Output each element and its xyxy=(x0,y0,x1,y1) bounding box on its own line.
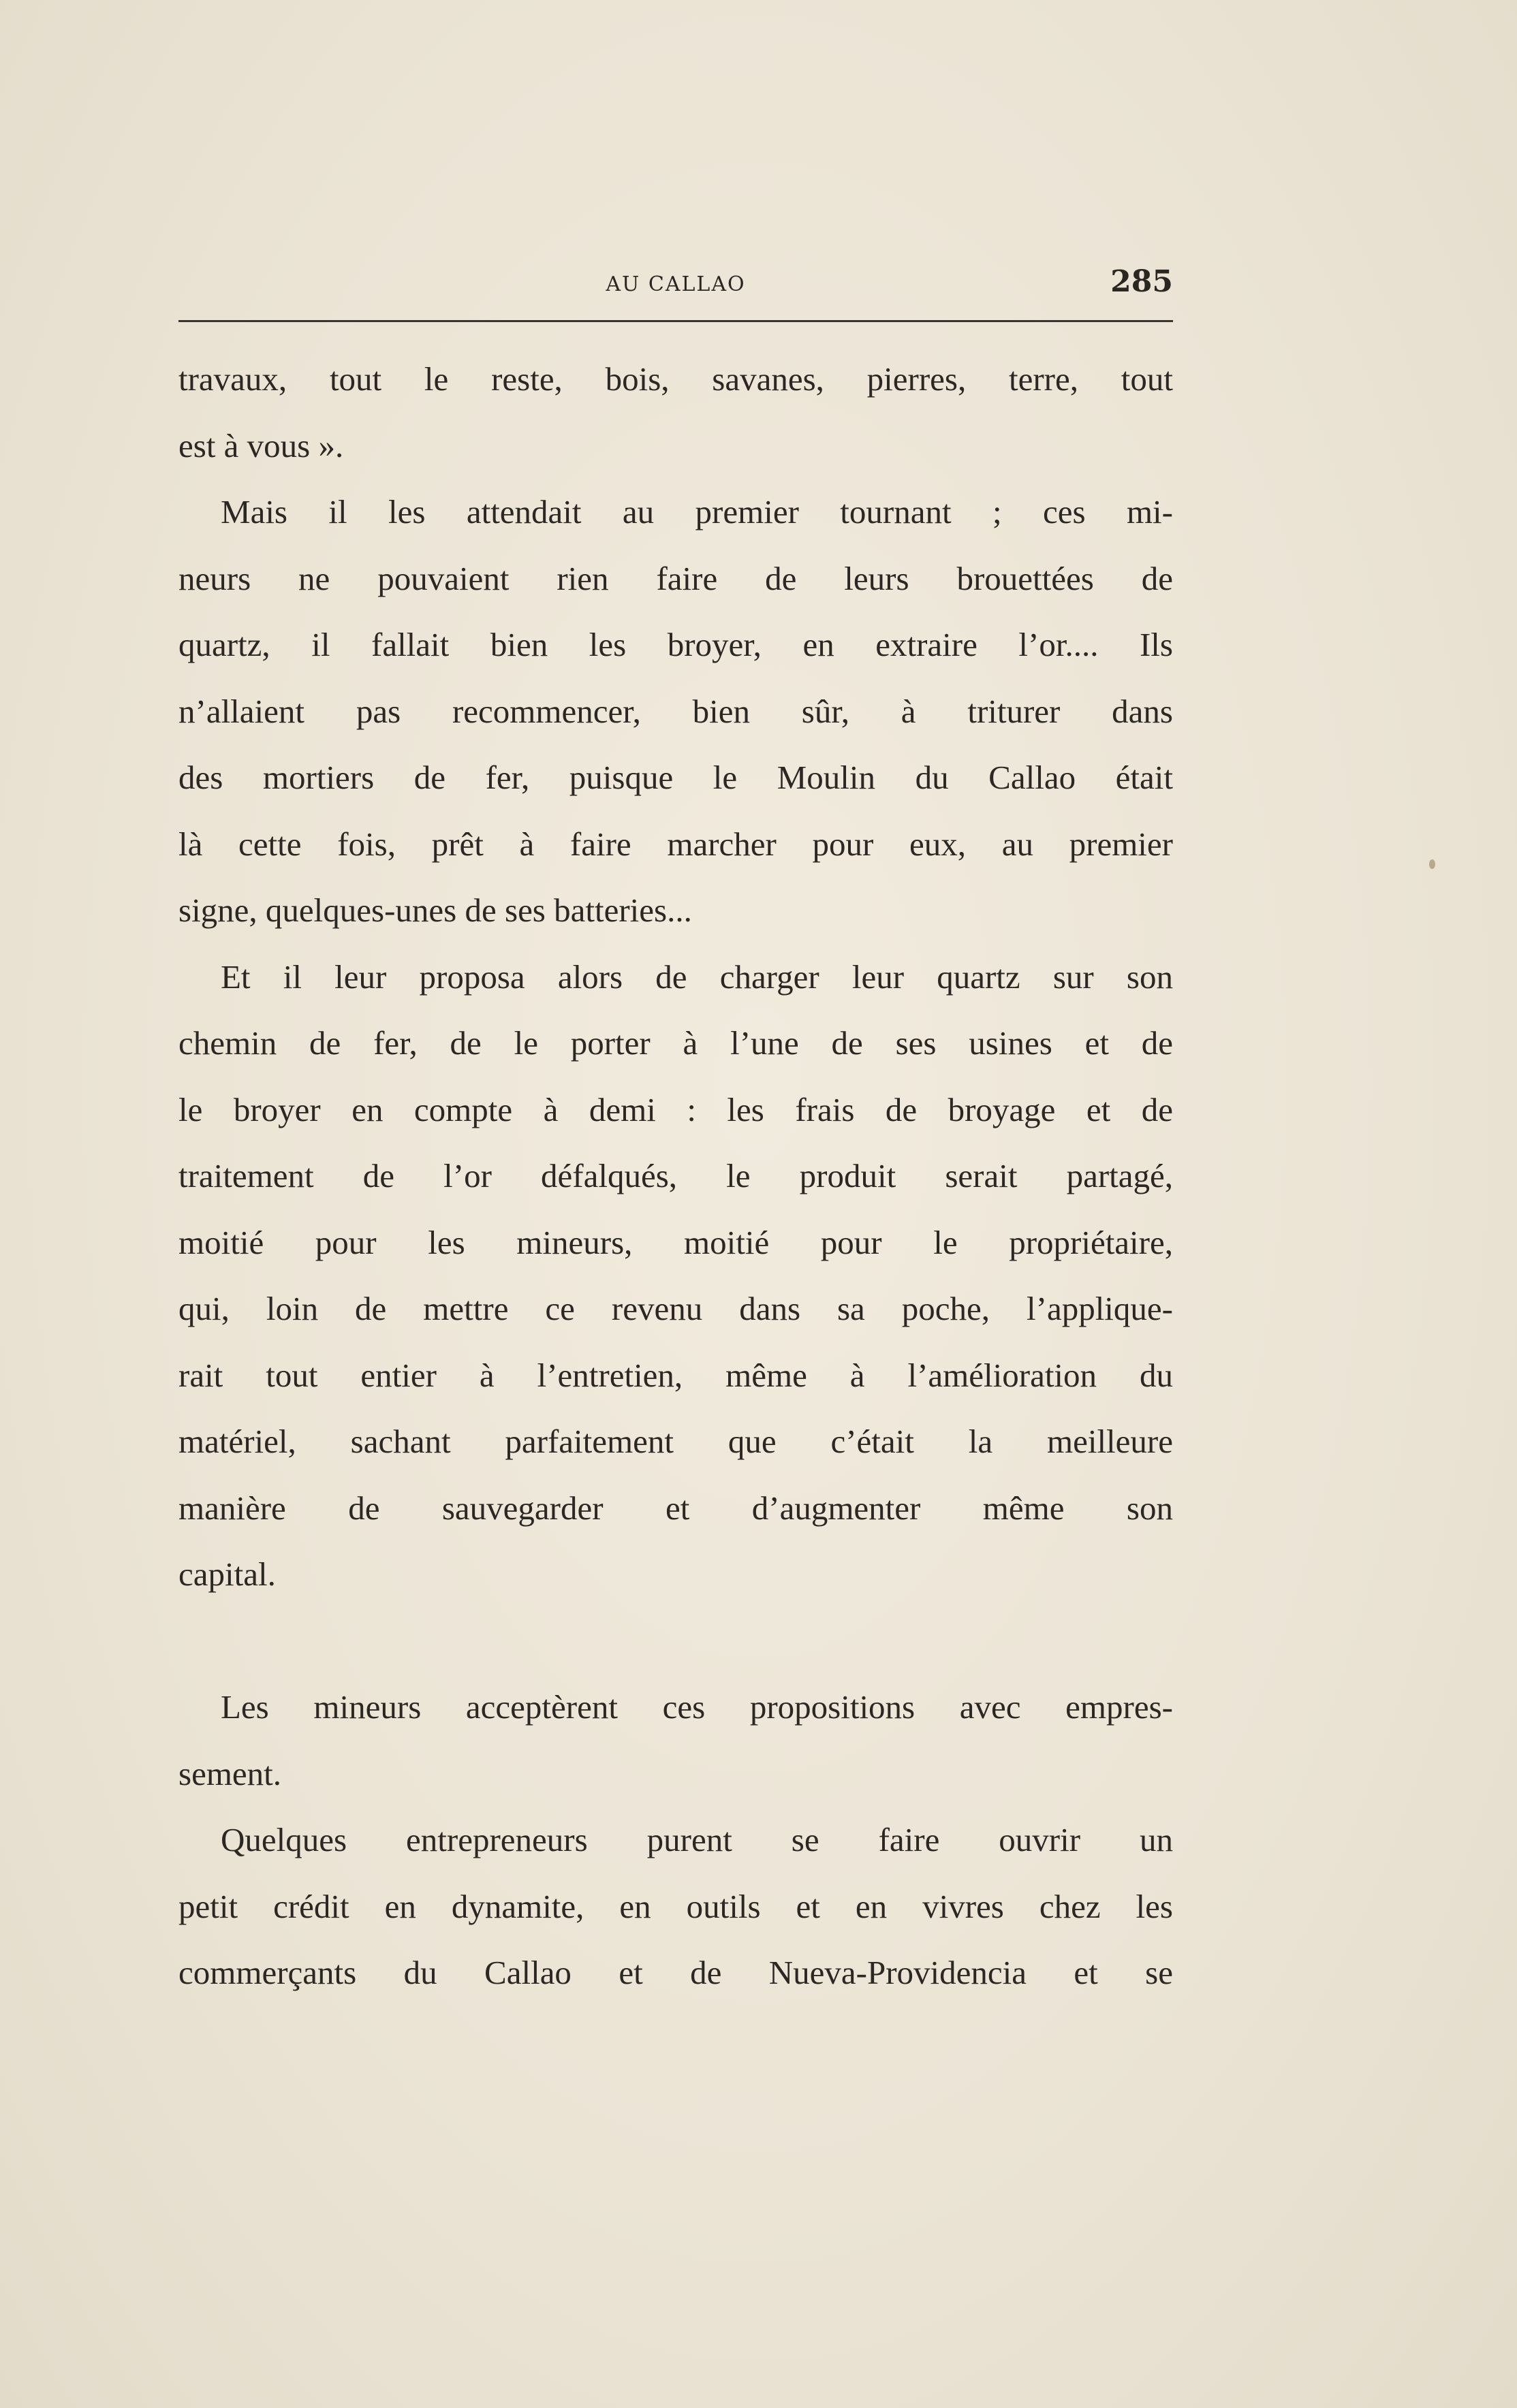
text-line: quartz, il fallait bien les broyer, en extraire l’or.... Ils xyxy=(178,626,1173,663)
text-line: capital. xyxy=(178,1555,276,1593)
text-line: neurs ne pouvaient rien faire de leurs brouettées de xyxy=(178,559,1173,597)
text-line: signe, quelques-unes de ses batteries... xyxy=(178,891,692,929)
text-line: petit crédit en dynamite, en outils et en vivres chez les xyxy=(178,1887,1173,1925)
text-line: le broyer en compte à demi : les frais de broyage et de xyxy=(178,1090,1173,1128)
text-line: est à vous ». xyxy=(178,426,344,464)
text-line: n’allaient pas recommencer, bien sûr, à triturer dans xyxy=(178,692,1173,730)
text-line: chemin de fer, de le porter à l’une de ses usines et de xyxy=(178,1024,1173,1062)
text-line: rait tout entier à l’entretien, même à l’amélioration du xyxy=(178,1356,1173,1394)
paper-speck xyxy=(1429,859,1435,869)
text-line: matériel, sachant parfaitement que c’était la meilleure xyxy=(178,1423,1173,1460)
text-line: qui, loin de mettre ce revenu dans sa poche, l’applique- xyxy=(178,1290,1173,1327)
text-line: sement. xyxy=(178,1754,282,1792)
text-line: Quelques entrepreneurs purent se faire ouvrir un xyxy=(221,1821,1173,1858)
text-line: manière de sauvegarder et d’augmenter même son xyxy=(178,1489,1173,1527)
text-line: moitié pour les mineurs, moitié pour le propriétaire, xyxy=(178,1223,1173,1261)
text-line: traitement de l’or défalqués, le produit serait partagé, xyxy=(178,1157,1173,1194)
text-line: Et il leur proposa alors de charger leur quartz sur son xyxy=(221,957,1173,996)
running-title: AU CALLAO xyxy=(606,272,746,296)
text-line: là cette fois, prêt à faire marcher pour eux, au premier xyxy=(178,825,1173,863)
section-gap xyxy=(178,1608,1173,1675)
text-line: travaux, tout le reste, bois, savanes, pierres, terre, tout xyxy=(178,360,1173,398)
body-text xyxy=(178,346,1173,2006)
text-line: des mortiers de fer, puisque le Moulin du Callao était xyxy=(178,759,1173,796)
header-rule xyxy=(178,320,1173,322)
text-line: commerçants du Callao et de Nueva-Providencia et se xyxy=(178,1954,1173,1991)
text-line: Les mineurs acceptèrent ces propositions avec empres- xyxy=(221,1688,1173,1726)
text-line: Mais il les attendait au premier tournant ; ces mi- xyxy=(221,493,1173,530)
running-head xyxy=(178,264,1173,312)
page-number: 285 xyxy=(1110,264,1173,299)
